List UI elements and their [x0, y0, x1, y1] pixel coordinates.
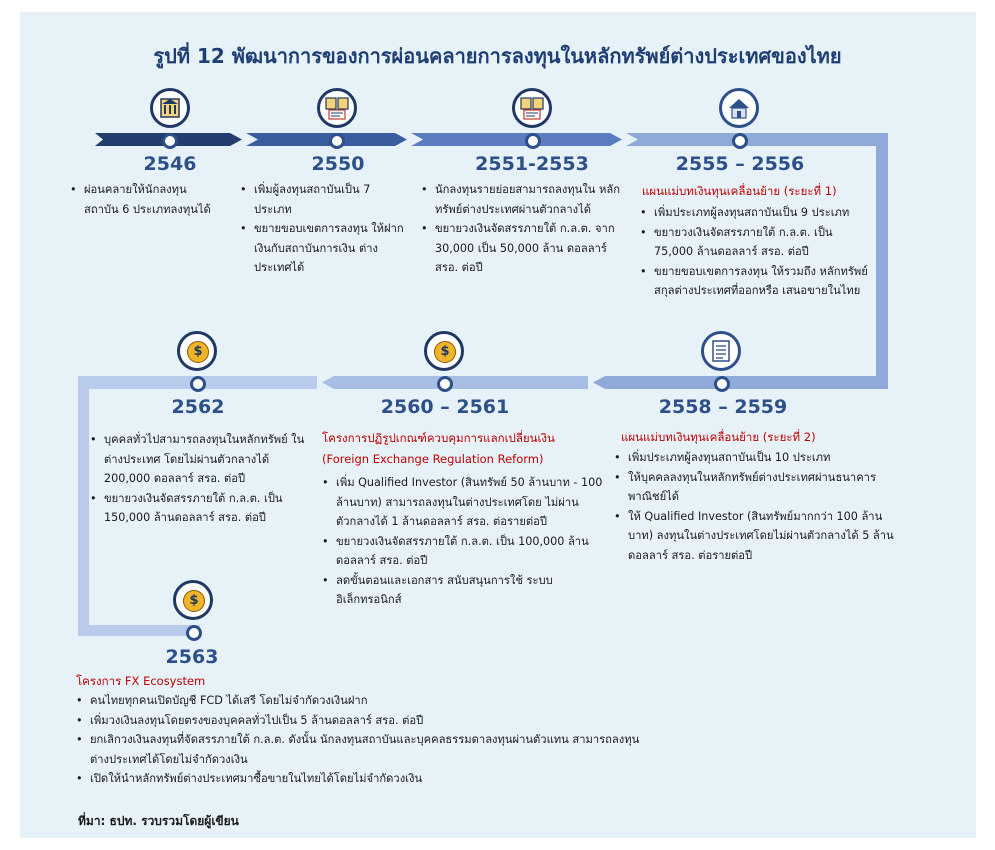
bullet-item: • เพิ่มประเภทผู้ลงทุนสถาบันเป็น 9 ประเภท: [640, 203, 872, 223]
milestone-2551-bullets: [421, 180, 631, 278]
bullet-item: • เพิ่มวงเงินลงทุนโดยตรงของบุคคลทั่วไปเป็น 5 ล้านดอลลาร์ สรอ. ต่อปี: [76, 711, 656, 731]
bullet-item: • เพิ่มผู้ลงทุนสถาบันเป็น 7 ประเภท: [240, 180, 405, 219]
phase-subtitle: แผนแม่บทเงินทุนเคลื่อนย้าย (ระยะที่ 1): [642, 184, 837, 198]
year-label: 2558 – 2559: [658, 396, 788, 418]
reform-subtitle: โครงการปฏิรูปเกณฑ์ควบคุมการแลกเปลี่ยนเงิน: [322, 431, 555, 445]
bullet-item: • ลดขั้นตอนและเอกสาร สนับสนุนการใช้ ระบบอิเล็กทรอนิกส์: [322, 571, 604, 610]
bullet-item: • คนไทยทุกคนเปิดบัญชี FCD ได้เสรี โดยไม่จำกัดวงเงินฝาก: [76, 691, 656, 711]
coin-icon: [424, 331, 464, 371]
bullet-item: • ยกเลิกวงเงินลงทุนที่จัดสรรภายใต้ ก.ล.ต. ดังนั้น นักลงทุนสถาบันและบุคคลธรรมดาลงทุนผ่านตัวแทน สามารถลงทุนต่างประเทศได้โดยไม่จำกัดวงเงิน: [76, 730, 656, 769]
year-label: 2550: [311, 153, 365, 175]
year-label: 2555 – 2556: [675, 153, 805, 175]
checklist-icon: [701, 331, 741, 371]
house-icon: [719, 88, 759, 128]
bullet-item: • เพิ่ม Qualified Investor (สินทรัพย์ 50 ล้านบาท - 100 ล้านบาท) สามารถลงทุนในต่างประเทศโดย ไม่ผ่านตัวกลางได้ 1 ล้านดอลลาร์ สรอ. ต่อรายต่อปี: [322, 473, 604, 532]
year-label: 2563: [165, 646, 219, 668]
dollar-sign: $: [434, 341, 456, 363]
bullet-item: • ให้ Qualified Investor (สินทรัพย์มากกว่า 100 ล้านบาท) ลงทุนในต่างประเทศโดยไม่ผ่านตัวกลางได้ 5 ล้านดอลลาร์ สรอ. ต่อรายต่อปี: [614, 507, 902, 566]
year-label: 2562: [171, 396, 225, 418]
timeline-node-2555: [732, 133, 748, 149]
milestone-2550-bullets: [240, 180, 405, 278]
year-label: 2560 – 2561: [380, 396, 510, 418]
bullet-item: • ผ่อนคลายให้นักลงทุน สถาบัน 6 ประเภทลงทุนได้: [70, 180, 220, 219]
coin-icon: [173, 580, 213, 620]
left-connector: [78, 376, 89, 636]
timeline-node-2551: [525, 133, 541, 149]
arrow-segment-5: [593, 376, 888, 389]
milestone-2560-bullets: [322, 473, 604, 610]
bottom-connector: [78, 625, 200, 636]
timeline-node-2560: [437, 376, 453, 392]
arrow-segment-2: [246, 133, 407, 146]
bullet-item: • ให้บุคคลลงทุนในหลักทรัพย์ต่างประเทศผ่านธนาคาร พาณิชย์ได้: [614, 468, 902, 507]
milestone-2546-bullets: [70, 180, 220, 219]
bullet-item: • บุคคลทั่วไปสามารถลงทุนในหลักทรัพย์ ในต่างประเทศ โดยไม่ผ่านตัวกลางได้ 200,000 ดอลลาร์ สรอ. ต่อปี: [90, 430, 315, 489]
reform-subtitle-english: (Foreign Exchange Regulation Reform): [322, 452, 544, 466]
timeline-node-2558: [714, 376, 730, 392]
fx-ecosystem-subtitle: โครงการ FX Ecosystem: [76, 674, 206, 688]
bullet-item: • ขยายขอบเขตการลงทุน ให้รวมถึง หลักทรัพย์สกุลต่างประเทศที่ออกหรือ เสนอขายในไทย: [640, 262, 872, 301]
bank-building-icon: [150, 88, 190, 128]
phase-subtitle: แผนแม่บทเงินทุนเคลื่อนย้าย (ระยะที่ 2): [621, 430, 816, 444]
bullet-item: • ขยายขอบเขตการลงทุน ให้ฝากเงินกับสถาบันการเงิน ต่างประเทศได้: [240, 219, 405, 278]
timeline-node-2546: [162, 133, 178, 149]
figure-title: รูปที่ 12 พัฒนาการของการผ่อนคลายการลงทุนในหลักทรัพย์ต่างประเทศของไทย: [153, 44, 842, 68]
bullet-item: • ขยายวงเงินจัดสรรภายใต้ ก.ล.ต. เป็น 75,000 ล้านดอลลาร์ สรอ. ต่อปี: [640, 223, 872, 262]
bank-document-icon: [512, 88, 552, 128]
year-label: 2546: [143, 153, 197, 175]
milestone-2562-bullets: [90, 430, 315, 528]
milestone-2555-bullets: [640, 203, 872, 301]
bullet-item: • นักลงทุนรายย่อยสามารถลงทุนใน หลักทรัพย์ต่างประเทศผ่านตัวกลางได้: [421, 180, 631, 219]
bullet-item: • ขยายวงเงินจัดสรรภายใต้ ก.ล.ต. เป็น 100,000 ล้านดอลลาร์ สรอ. ต่อปี: [322, 532, 604, 571]
coin-icon: [177, 331, 217, 371]
timeline-node-2550: [329, 133, 345, 149]
bullet-item: • ขยายวงเงินจัดสรรภายใต้ ก.ล.ต. จาก 30,000 เป็น 50,000 ล้าน ดอลลาร์ สรอ. ต่อปี: [421, 219, 631, 278]
timeline-node-2563: [186, 625, 202, 641]
bullet-item: • ขยายวงเงินจัดสรรภายใต้ ก.ล.ต. เป็น 150,000 ล้านดอลลาร์ สรอ. ต่อปี: [90, 489, 315, 528]
bullet-item: • เพิ่มประเภทผู้ลงทุนสถาบันเป็น 10 ประเภท: [614, 448, 902, 468]
right-connector: [876, 133, 888, 389]
source-note: ที่มา: ธปท. รวบรวมโดยผู้เขียน: [78, 814, 239, 828]
arrow-segment-6: [322, 376, 588, 389]
arrow-segment-3: [411, 133, 622, 146]
dollar-sign: $: [187, 341, 209, 363]
milestone-2558-bullets: [614, 448, 902, 565]
arrow-segment-4: [626, 133, 886, 146]
milestone-2563-bullets: [76, 691, 656, 789]
bullet-item: • เปิดให้นำหลักทรัพย์ต่างประเทศมาซื้อขายในไทยได้โดยไม่จำกัดวงเงิน: [76, 769, 656, 789]
timeline-node-2562: [190, 376, 206, 392]
dollar-sign: $: [183, 590, 205, 612]
bank-document-icon: [317, 88, 357, 128]
year-label: 2551-2553: [475, 153, 589, 175]
